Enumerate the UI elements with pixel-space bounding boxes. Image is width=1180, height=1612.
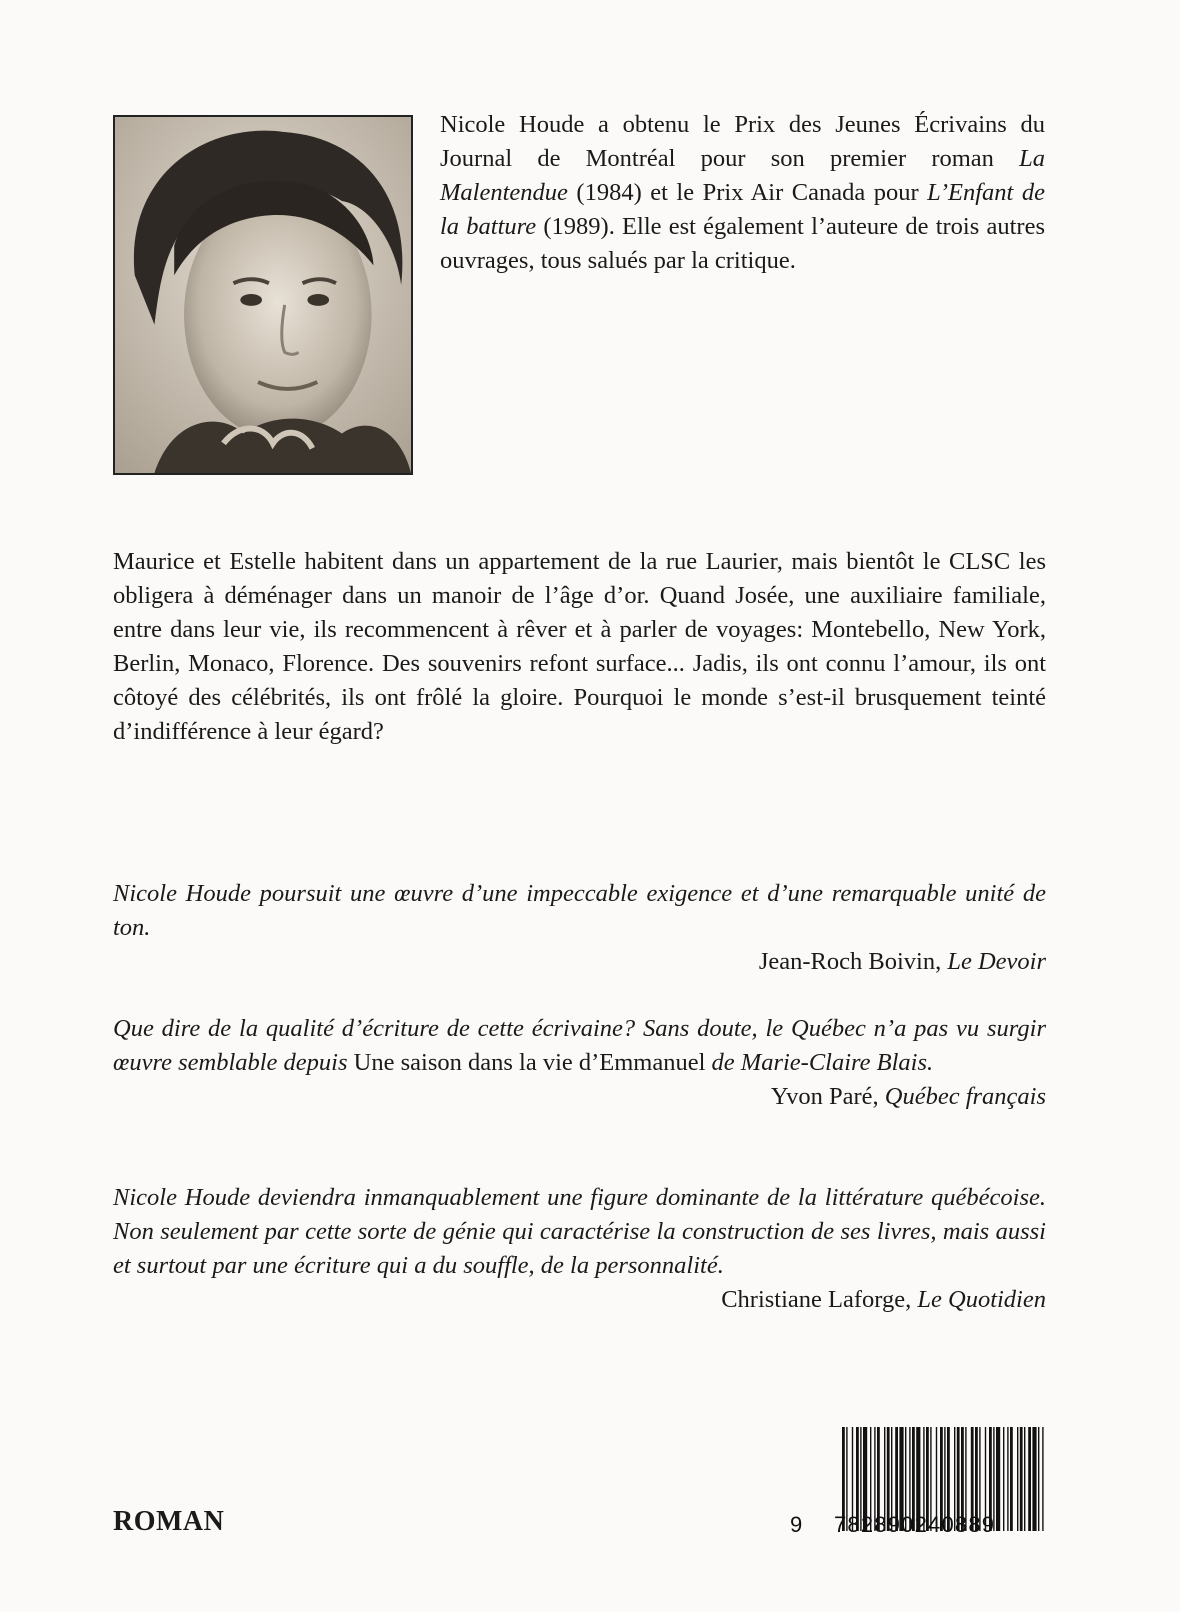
bio-text-3: (1989). Elle est également l’auteure de trois autres ouvrages, tous salués par la critique. — [440, 213, 1046, 274]
review-quote-2-text-b: de Marie-Claire Blais. — [705, 1049, 934, 1076]
review-quote-2-source — [113, 1080, 1046, 1114]
review-quote-3-source — [113, 1283, 1046, 1317]
isbn-digits — [790, 1512, 1050, 1538]
bio-text-2: (1984) et le Prix Air Canada pour — [567, 179, 928, 206]
bio-text-1: Nicole Houde a obtenu le Prix des Jeunes Écrivains du Journal de Montréal pour son premier roman — [440, 111, 1045, 172]
review-quote-2-book-title: Une saison dans la vie d’Emmanuel — [353, 1049, 706, 1076]
review-quote-2-text-a: Que dire de la qualité d’écriture de cette écrivaine? Sans doute, le Québec n’a pas vu surgir œuvre semblable depuis — [113, 1015, 1046, 1076]
bio-book-title-1: La Malentendue — [440, 145, 1045, 206]
genre-label: ROMAN — [113, 1506, 225, 1537]
review-quote-1-author: Jean-Roch Boivin, — [758, 948, 948, 975]
review-quote-1-publication: Le Devoir — [947, 948, 1046, 975]
review-quote-1-source — [113, 945, 1046, 979]
review-quote-3 — [113, 1181, 1046, 1317]
review-quote-3-publication: Le Quotidien — [917, 1286, 1046, 1313]
author-bio — [440, 108, 1045, 278]
review-quote-2-text — [113, 1012, 1046, 1080]
author-portrait-image — [115, 117, 411, 473]
isbn-lead-digit: 9 — [790, 1512, 804, 1537]
review-quote-2-author: Yvon Paré, — [770, 1083, 885, 1110]
review-quote-2 — [113, 1012, 1046, 1114]
review-quote-2-publication: Québec français — [884, 1083, 1046, 1110]
bio-book-title-2: L’Enfant de la batture — [440, 179, 1045, 240]
synopsis-paragraph: Maurice et Estelle habitent dans un appartement de la rue Laurier, mais bientôt le CLSC les obligera à déménager dans un manoir de l’âge d’or. Quand Josée, une auxiliaire familiale, entre dans leur vie, ils recommencent à rêver et à parler de voyages: Montebello, New York, Berlin, Monaco, Florence. Des souvenirs refont surface... Jadis, ils ont connu l’amour, ils ont côtoyé des célébrités, ils ont frôlé la gloire. Pourquoi le monde s’est-il brusquement teinté d’indifférence à leur égard? — [113, 548, 1046, 745]
isbn-number: 782890240889 — [834, 1512, 996, 1537]
review-quote-3-text: Nicole Houde deviendra inmanquablement une figure dominante de la littérature québécoise. Non seulement par cette sorte de génie qui caractérise la construction de ses livres, mais aussi et surtout par une écriture qui a du souffle, de la personnalité. — [113, 1184, 1046, 1279]
author-photo — [113, 115, 413, 475]
review-quote-3-author: Christiane Laforge, — [721, 1286, 918, 1313]
review-quote-1 — [113, 877, 1046, 979]
review-quote-1-text: Nicole Houde poursuit une œuvre d’une impeccable exigence et d’une remarquable unité de ton. — [113, 880, 1046, 941]
